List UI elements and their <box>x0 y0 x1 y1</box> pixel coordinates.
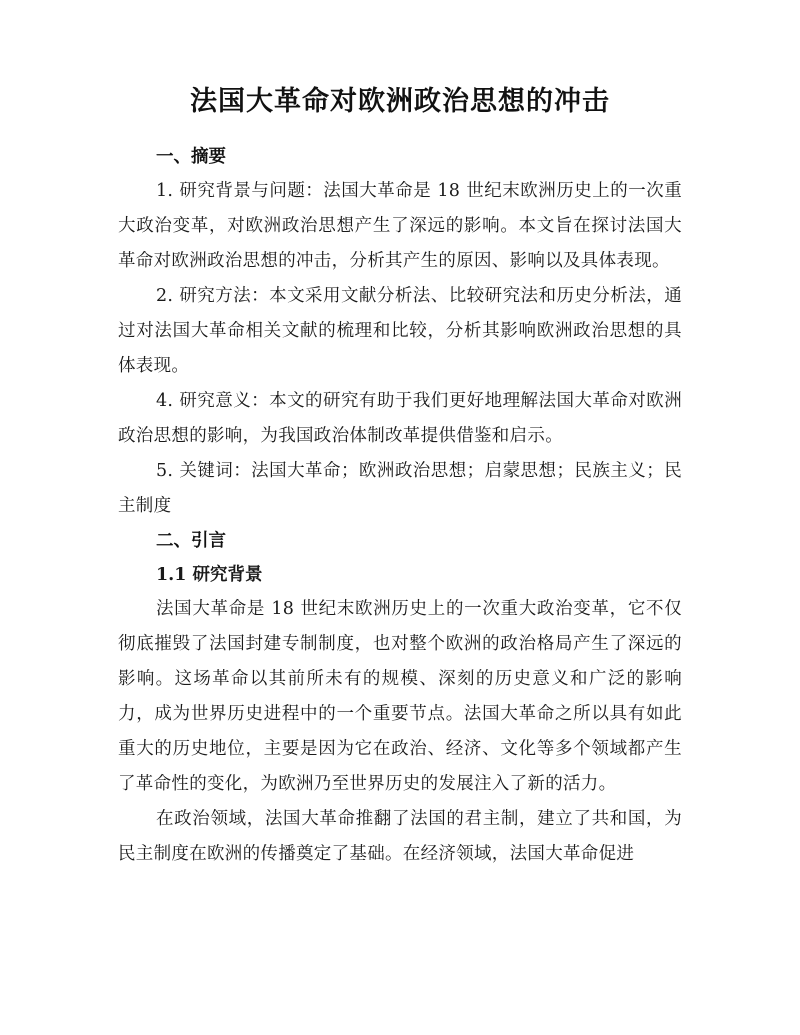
abstract-heading: 一、摘要 <box>156 147 226 167</box>
abstract-item-keywords: 5. 关键词：法国大革命；欧洲政治思想；启蒙思想；民族主义；民主制度 <box>118 461 682 516</box>
introduction-heading: 二、引言 <box>156 531 226 551</box>
introduction-section <box>118 524 682 872</box>
introduction-paragraph: 法国大革命是 18 世纪末欧洲历史上的一次重大政治变革，它不仅彻底摧毁了法国封建专制制度，也对整个欧洲的政治格局产生了深远的影响。这场革命以其前所未有的规模、深刻的历史意义和广泛的影响力，成为世界历史进程中的一个重要节点。法国大革命之所以具有如此重大的历史地位，主要是因为它在政治、经济、文化等多个领域都产生了革命性的变化，为欧洲乃至世界历史的发展注入了新的活力。 <box>118 599 682 794</box>
research-background-subheading: 1.1 研究背景 <box>156 565 263 585</box>
abstract-item-significance: 4. 研究意义：本文的研究有助于我们更好地理解法国大革命对欧洲政治思想的影响，为我国政治体制改革提供借鉴和启示。 <box>118 391 682 446</box>
document-title: 法国大革命对欧洲政治思想的冲击 <box>190 86 610 117</box>
abstract-item-methods: 2. 研究方法：本文采用文献分析法、比较研究法和历史分析法，通过对法国大革命相关文献的梳理和比较，分析其影响欧洲政治思想的具体表现。 <box>118 286 682 376</box>
abstract-item-background: 1. 研究背景与问题：法国大革命是 18 世纪末欧洲历史上的一次重大政治变革，对欧洲政治思想产生了深远的影响。本文旨在探讨法国大革命对欧洲政治思想的冲击，分析其产生的原因、影响以及具体表现。 <box>118 181 682 271</box>
introduction-paragraph: 在政治领域，法国大革命推翻了法国的君主制，建立了共和国，为民主制度在欧洲的传播奠定了基础。在经济领域，法国大革命促进 <box>118 809 682 864</box>
abstract-section <box>118 140 682 524</box>
